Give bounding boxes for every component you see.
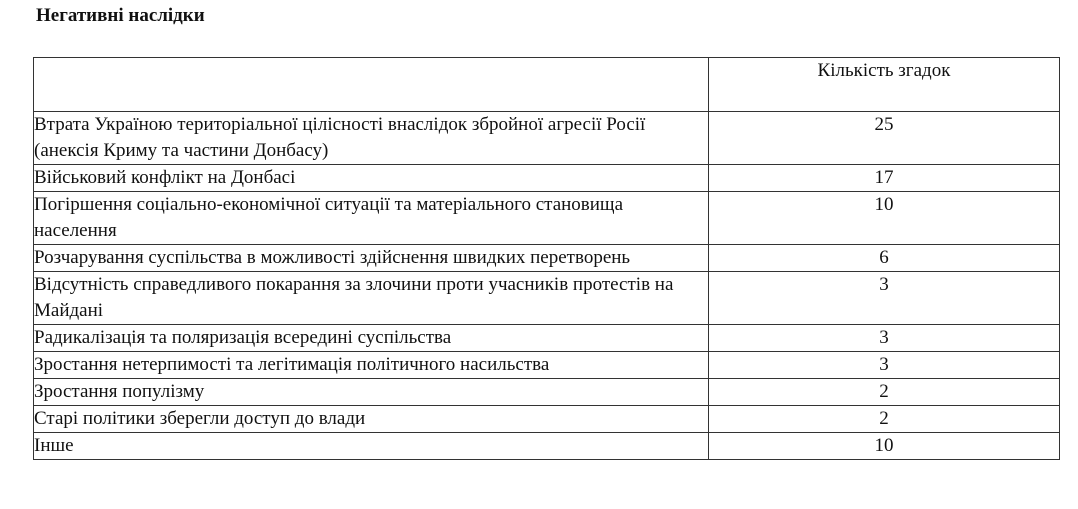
- row-label: Розчарування суспільства в можливості здійснення швидких перетворень: [34, 245, 709, 272]
- row-label: Старі політики зберегли доступ до влади: [34, 406, 709, 433]
- row-label: Зростання нетерпимості та легітимація політичного насильства: [34, 352, 709, 379]
- row-label: Втрата Україною територіальної цілісності внаслідок збройної агресії Росії (анексія Криму та частини Донбасу): [34, 112, 709, 165]
- row-count: 3: [709, 272, 1060, 325]
- table-row: [34, 352, 1060, 379]
- row-count: 17: [709, 165, 1060, 192]
- table-row: [34, 245, 1060, 272]
- row-count: 10: [709, 433, 1060, 460]
- table-row: [34, 433, 1060, 460]
- row-count: 25: [709, 112, 1060, 165]
- consequences-table: [33, 57, 1060, 460]
- header-count-cell: Кількість згадок: [709, 58, 1060, 112]
- row-label: Радикалізація та поляризація всередині суспільства: [34, 325, 709, 352]
- row-label: Інше: [34, 433, 709, 460]
- page-title: Негативні наслідки: [36, 5, 205, 26]
- table-row: [34, 272, 1060, 325]
- table-row: [34, 379, 1060, 406]
- table-header-row: [34, 58, 1060, 112]
- row-count: 2: [709, 379, 1060, 406]
- row-count: 6: [709, 245, 1060, 272]
- row-count: 3: [709, 352, 1060, 379]
- table-row: [34, 165, 1060, 192]
- row-count: 10: [709, 192, 1060, 245]
- row-label: Відсутність справедливого покарання за злочини проти учасників протестів на Майдані: [34, 272, 709, 325]
- row-count: 3: [709, 325, 1060, 352]
- row-count: 2: [709, 406, 1060, 433]
- header-label-cell: [34, 58, 709, 112]
- row-label: Зростання популізму: [34, 379, 709, 406]
- row-label: Погіршення соціально-економічної ситуації та матеріального становища населення: [34, 192, 709, 245]
- table-row: [34, 325, 1060, 352]
- table-row: [34, 112, 1060, 165]
- table-row: [34, 406, 1060, 433]
- table-row: [34, 192, 1060, 245]
- row-label: Військовий конфлікт на Донбасі: [34, 165, 709, 192]
